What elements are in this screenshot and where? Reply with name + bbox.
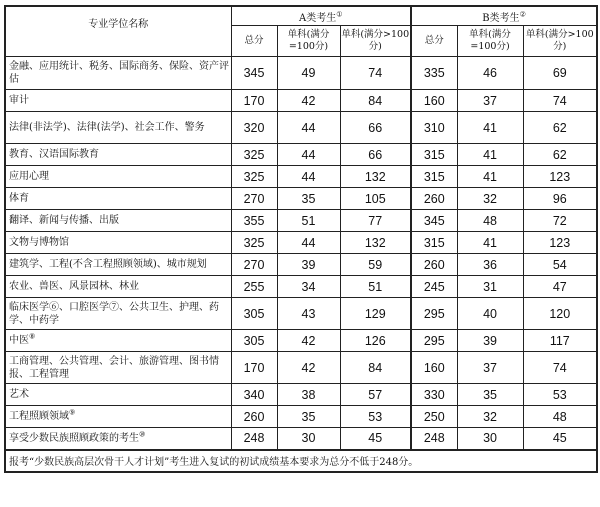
b-total-cell: 248	[411, 428, 457, 450]
b-total-cell: 330	[411, 384, 457, 406]
b-single-100-cell: 41	[457, 112, 523, 144]
a-single-gt100-cell: 132	[340, 232, 411, 254]
b-single-100-cell: 40	[457, 298, 523, 330]
b-single-100-cell: 46	[457, 57, 523, 90]
b-single-100-cell: 39	[457, 330, 523, 352]
a-single-100-cell: 34	[277, 276, 340, 298]
a-total-cell: 325	[231, 232, 277, 254]
b-total-cell: 160	[411, 352, 457, 384]
b-total-cell: 315	[411, 166, 457, 188]
major-name-cell: 工程照顾领域⑨	[5, 406, 231, 428]
b-total-cell: 245	[411, 276, 457, 298]
b-total-cell: 295	[411, 298, 457, 330]
major-name-header: 专业学位名称	[5, 6, 231, 57]
table-row	[5, 330, 597, 352]
a-total-cell: 270	[231, 254, 277, 276]
major-name-cell: 法律(非法学)、法律(法学)、社会工作、警务	[5, 112, 231, 144]
b-single-gt100-cell: 48	[523, 406, 597, 428]
major-name-cell: 工商管理、公共管理、会计、旅游管理、图书情报、工程管理	[5, 352, 231, 384]
a-single-100-cell: 30	[277, 428, 340, 450]
b-single-100-cell: 37	[457, 352, 523, 384]
major-name-cell: 体育	[5, 188, 231, 210]
a-total-cell: 305	[231, 330, 277, 352]
b-total-cell: 310	[411, 112, 457, 144]
table-row	[5, 57, 597, 90]
a-single-gt100-cell: 66	[340, 112, 411, 144]
major-name-cell: 临床医学⑥、口腔医学⑦、公共卫生、护理、药学、中药学	[5, 298, 231, 330]
b-total-cell: 160	[411, 90, 457, 112]
b-single-gt100-cell: 72	[523, 210, 597, 232]
b-single-gt100-cell: 74	[523, 352, 597, 384]
b-single-100-cell: 41	[457, 166, 523, 188]
a-single-gt100-cell: 105	[340, 188, 411, 210]
major-name-cell: 翻译、新闻与传播、出版	[5, 210, 231, 232]
a-single-gt100-header: 单科(满分>100分)	[340, 26, 411, 57]
b-single-gt100-cell: 45	[523, 428, 597, 450]
a-total-cell: 170	[231, 352, 277, 384]
b-single-gt100-cell: 53	[523, 384, 597, 406]
a-single-100-cell: 43	[277, 298, 340, 330]
table-row	[5, 210, 597, 232]
a-single-100-cell: 35	[277, 188, 340, 210]
a-single-100-cell: 38	[277, 384, 340, 406]
a-single-100-cell: 49	[277, 57, 340, 90]
a-single-100-cell: 42	[277, 352, 340, 384]
b-single-100-header: 单科(满分=100分)	[457, 26, 523, 57]
a-total-header: 总分	[231, 26, 277, 57]
b-single-100-cell: 41	[457, 232, 523, 254]
major-name-cell: 文物与博物馆	[5, 232, 231, 254]
b-single-100-cell: 48	[457, 210, 523, 232]
a-single-gt100-cell: 45	[340, 428, 411, 450]
b-single-gt100-cell: 62	[523, 144, 597, 166]
table-row	[5, 188, 597, 210]
group-b-header: B类考生②	[411, 6, 597, 26]
b-total-cell: 295	[411, 330, 457, 352]
b-single-gt100-cell: 123	[523, 232, 597, 254]
table-row	[5, 384, 597, 406]
major-name-cell: 享受少数民族照顾政策的考生⑩	[5, 428, 231, 450]
table-row	[5, 232, 597, 254]
b-single-gt100-cell: 74	[523, 90, 597, 112]
b-single-100-cell: 35	[457, 384, 523, 406]
b-total-cell: 315	[411, 232, 457, 254]
b-single-gt100-cell: 54	[523, 254, 597, 276]
a-single-100-cell: 42	[277, 330, 340, 352]
a-single-100-cell: 51	[277, 210, 340, 232]
b-single-100-cell: 37	[457, 90, 523, 112]
b-total-cell: 315	[411, 144, 457, 166]
b-single-100-cell: 32	[457, 406, 523, 428]
b-single-100-cell: 36	[457, 254, 523, 276]
a-single-gt100-cell: 84	[340, 90, 411, 112]
major-name-cell: 建筑学、工程(不含工程照顾领域)、城市规划	[5, 254, 231, 276]
a-single-100-cell: 35	[277, 406, 340, 428]
a-single-gt100-cell: 77	[340, 210, 411, 232]
a-single-gt100-cell: 51	[340, 276, 411, 298]
a-single-100-cell: 44	[277, 232, 340, 254]
footnote: 报考“少数民族高层次骨干人才计划”考生进入复试的初试成绩基本要求为总分不低于248分。	[5, 450, 597, 472]
a-total-cell: 270	[231, 188, 277, 210]
b-total-cell: 260	[411, 188, 457, 210]
a-single-100-cell: 44	[277, 112, 340, 144]
a-total-cell: 260	[231, 406, 277, 428]
a-single-gt100-cell: 126	[340, 330, 411, 352]
table-row	[5, 166, 597, 188]
major-name-cell: 金融、应用统计、税务、国际商务、保险、资产评估	[5, 57, 231, 90]
a-total-cell: 325	[231, 166, 277, 188]
a-total-cell: 320	[231, 112, 277, 144]
a-single-100-cell: 44	[277, 144, 340, 166]
b-total-cell: 335	[411, 57, 457, 90]
b-single-gt100-cell: 69	[523, 57, 597, 90]
b-single-gt100-header: 单科(满分>100分)	[523, 26, 597, 57]
b-single-gt100-cell: 96	[523, 188, 597, 210]
a-single-gt100-cell: 66	[340, 144, 411, 166]
a-total-cell: 248	[231, 428, 277, 450]
b-total-cell: 345	[411, 210, 457, 232]
a-single-100-cell: 42	[277, 90, 340, 112]
b-single-gt100-cell: 120	[523, 298, 597, 330]
table-row	[5, 298, 597, 330]
a-total-cell: 355	[231, 210, 277, 232]
major-name-cell: 农业、兽医、风景园林、林业	[5, 276, 231, 298]
b-single-gt100-cell: 123	[523, 166, 597, 188]
a-total-cell: 325	[231, 144, 277, 166]
major-name-cell: 审计	[5, 90, 231, 112]
b-single-100-cell: 31	[457, 276, 523, 298]
group-a-header: A类考生①	[231, 6, 411, 26]
a-single-100-cell: 44	[277, 166, 340, 188]
b-single-100-cell: 32	[457, 188, 523, 210]
a-single-gt100-cell: 57	[340, 384, 411, 406]
a-total-cell: 255	[231, 276, 277, 298]
a-total-cell: 170	[231, 90, 277, 112]
table-row	[5, 144, 597, 166]
table-row	[5, 406, 597, 428]
a-single-gt100-cell: 129	[340, 298, 411, 330]
major-name-cell: 艺术	[5, 384, 231, 406]
a-single-gt100-cell: 84	[340, 352, 411, 384]
b-total-cell: 250	[411, 406, 457, 428]
b-single-gt100-cell: 117	[523, 330, 597, 352]
a-total-cell: 305	[231, 298, 277, 330]
major-name-cell: 教育、汉语国际教育	[5, 144, 231, 166]
table-row	[5, 352, 597, 384]
major-name-cell: 中医⑧	[5, 330, 231, 352]
b-single-100-cell: 30	[457, 428, 523, 450]
a-single-gt100-cell: 53	[340, 406, 411, 428]
score-table	[4, 5, 598, 473]
b-single-gt100-cell: 62	[523, 112, 597, 144]
a-single-gt100-cell: 74	[340, 57, 411, 90]
a-single-100-cell: 39	[277, 254, 340, 276]
a-total-cell: 340	[231, 384, 277, 406]
b-single-100-cell: 41	[457, 144, 523, 166]
b-total-header: 总分	[411, 26, 457, 57]
a-single-gt100-cell: 132	[340, 166, 411, 188]
table-row	[5, 90, 597, 112]
a-total-cell: 345	[231, 57, 277, 90]
table-row	[5, 276, 597, 298]
table-row	[5, 112, 597, 144]
table-row	[5, 428, 597, 450]
table-row	[5, 254, 597, 276]
b-total-cell: 260	[411, 254, 457, 276]
major-name-cell: 应用心理	[5, 166, 231, 188]
a-single-gt100-cell: 59	[340, 254, 411, 276]
table-body	[5, 57, 597, 450]
b-single-gt100-cell: 47	[523, 276, 597, 298]
a-single-100-header: 单科(满分=100分)	[277, 26, 340, 57]
